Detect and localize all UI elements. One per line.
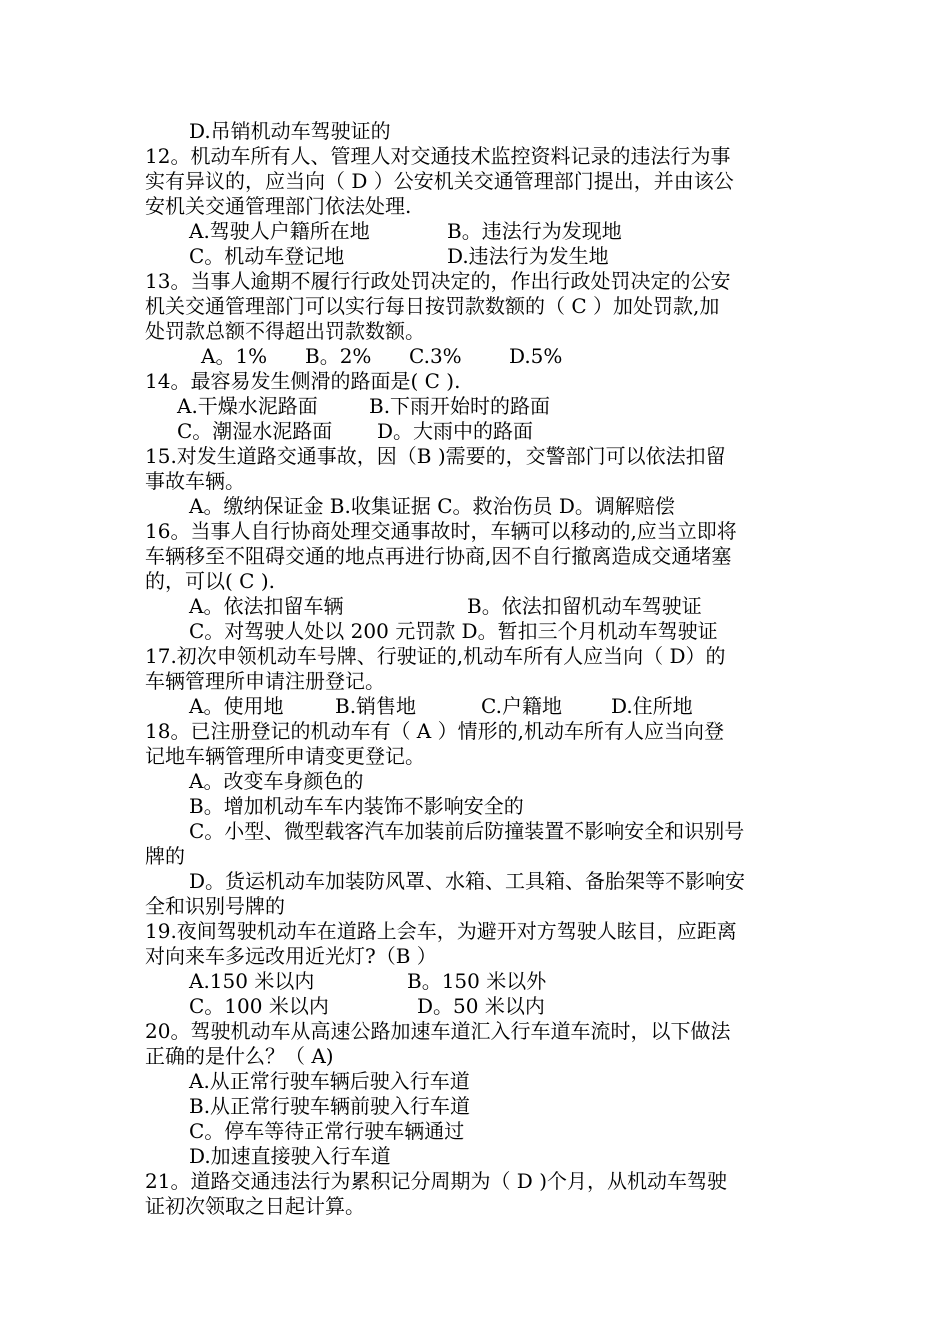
question-18-line: 18。已注册登记的机动车有（ A ）情形的,机动车所有人应当向登 [145,719,724,743]
option-b: B。依法扣留机动车驾驶证 [467,594,702,618]
option-c: C.3% [409,344,462,368]
option-line: D.吊销机动车驾驶证的 [189,119,391,143]
question-20-line: 正确的是什么？（ A) [145,1044,334,1068]
option-d: D.住所地 [611,694,693,718]
question-20-line: 20。驾驶机动车从高速公路加速车道汇入行车道车流时，以下做法 [145,1019,731,1043]
question-16-line: 车辆移至不阻碍交通的地点再进行协商,因不自行撤离造成交通堵塞 [145,544,732,568]
option-line [145,694,815,719]
document-body [145,119,815,1219]
option-d: D.违法行为发生地 [447,244,609,268]
question-15-line: 15.对发生道路交通事故，因（B )需要的，交警部门可以依法扣留 [145,444,726,468]
question-13-line: 处罚款总额不得超出罚款数额。 [145,319,425,343]
question-13-line: 13。当事人逾期不履行行政处罚决定的，作出行政处罚决定的公安 [145,269,731,293]
question-12-line: 实有异议的，应当向（ D ）公安机关交通管理部门提出，并由该公 [145,169,734,193]
option-c: C。100 米以内 [189,994,329,1018]
question-17-line: 17.初次申领机动车号牌、行驶证的,机动车所有人应当向（ D）的 [145,644,726,668]
option-line [145,969,815,994]
option-line: A。改变车身颜色的 [189,769,364,793]
option-line: D。货运机动车加装防风罩、水箱、工具箱、备胎架等不影响安 [189,869,746,893]
option-a: A.干燥水泥路面 [177,394,318,418]
option-c: C。潮湿水泥路面 [177,419,333,443]
question-21-line: 21。道路交通违法行为累积记分周期为（ D )个月，从机动车驾驶 [145,1169,728,1193]
option-line: B。增加机动车车内装饰不影响安全的 [189,794,524,818]
option-line [145,594,815,619]
option-d: D.5% [509,344,563,368]
question-18-line: 记地车辆管理所申请变更登记。 [145,744,425,768]
option-a: A.150 米以内 [189,969,315,993]
option-a: A。1% [201,344,268,368]
option-b: B。150 米以外 [407,969,547,993]
option-line: C。对驾驶人处以 200 元罚款 D。暂扣三个月机动车驾驶证 [189,619,718,643]
question-16-line: 的，可以( C ). [145,569,275,593]
option-line: B.从正常行驶车辆前驶入行车道 [189,1094,471,1118]
option-b: B。违法行为发现地 [447,219,622,243]
option-line: A.从正常行驶车辆后驶入行车道 [189,1069,470,1093]
option-line [145,219,815,244]
option-b: B.销售地 [335,694,417,718]
question-19-line: 19.夜间驾驶机动车在道路上会车，为避开对方驾驶人眩目，应距离 [145,919,737,943]
option-a: A。使用地 [189,694,284,718]
option-line: A。缴纳保证金 B.收集证据 C。救治伤员 D。调解赔偿 [189,494,675,518]
option-a: A.驾驶人户籍所在地 [189,219,370,243]
option-a: A。依法扣留车辆 [189,594,344,618]
question-15-line: 事故车辆。 [145,469,245,493]
option-d: D。50 米以内 [417,994,545,1018]
option-continuation: 牌的 [145,844,185,868]
option-line: C。小型、微型载客汽车加装前后防撞装置不影响安全和识别号 [189,819,745,843]
option-line [145,419,815,444]
option-line [145,244,815,269]
question-17-line: 车辆管理所申请注册登记。 [145,669,385,693]
option-b: B。2% [305,344,372,368]
question-21-line: 证初次领取之日起计算。 [145,1194,365,1218]
question-14-line: 14。最容易发生侧滑的路面是( C ). [145,369,461,393]
option-c: C.户籍地 [481,694,562,718]
option-line: D.加速直接驶入行车道 [189,1144,391,1168]
option-line [145,394,815,419]
option-line [145,994,815,1019]
question-19-line: 对向来车多远改用近光灯?（B ） [145,944,437,968]
option-c: C。机动车登记地 [189,244,345,268]
question-12-line: 安机关交通管理部门依法处理. [145,194,412,218]
question-12-line: 12。机动车所有人、管理人对交通技术监控资料记录的违法行为事 [145,144,731,168]
question-13-line: 机关交通管理部门可以实行每日按罚款数额的（ C ）加处罚款,加 [145,294,720,318]
question-16-line: 16。当事人自行协商处理交通事故时，车辆可以移动的,应当立即将 [145,519,737,543]
option-continuation: 全和识别号牌的 [145,894,285,918]
option-b: B.下雨开始时的路面 [369,394,551,418]
option-line: C。停车等待正常行驶车辆通过 [189,1119,465,1143]
option-d: D。大雨中的路面 [377,419,534,443]
option-line [145,344,815,369]
